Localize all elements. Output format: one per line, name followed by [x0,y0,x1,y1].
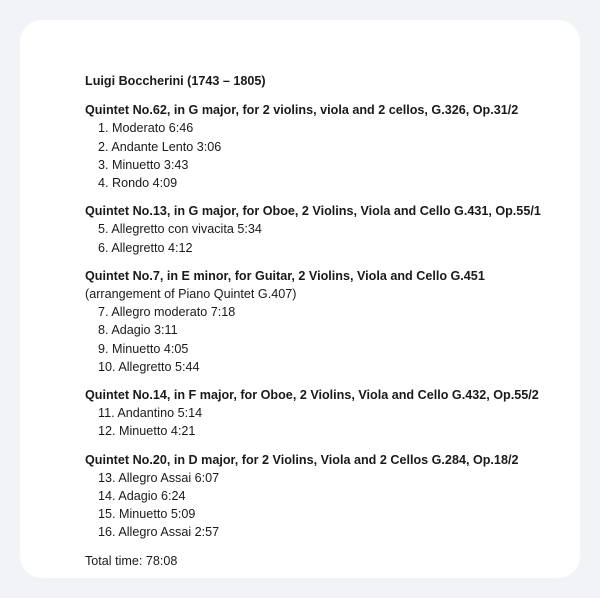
track-item [85,174,590,192]
track-item [85,358,590,376]
track-name: Minuetto [112,157,161,172]
track-item [85,239,590,257]
track-item [85,487,590,505]
track-duration: 3:11 [154,323,178,338]
track-name: Allegretto con vivacita [111,222,234,237]
track-number: 12. [98,424,116,439]
track-item [85,119,590,137]
track-name: Adagio [118,489,158,504]
work-note: (arrangement of Piano Quintet G.407) [85,287,297,302]
track-duration: 5:14 [177,406,203,421]
track-number: 4. [98,176,109,191]
track-name: Allegretto [111,240,165,255]
track-number: 9. [98,341,109,356]
work-block [85,101,590,192]
track-name: Minuetto [112,341,161,356]
track-name: Minuetto [119,424,168,439]
track-name: Allegro Assai [118,525,192,540]
track-number: 6. [98,240,109,255]
track-item [85,523,590,541]
track-name: Minuetto [119,507,168,522]
total-time: Total time: 78:08 [85,553,178,568]
track-item [85,220,590,238]
track-duration: 4:05 [163,341,189,356]
track-duration: 2:57 [194,525,220,540]
track-item [85,422,590,440]
track-number: 15. [98,507,116,522]
track-number: 10. [98,359,116,374]
track-duration: 6:46 [168,121,194,136]
track-number: 16. [98,525,116,540]
track-item [85,505,590,523]
track-duration: 4:09 [152,176,178,191]
work-block [85,267,590,376]
track-duration: 5:09 [170,507,196,522]
track-item [85,340,590,358]
tracklist [85,72,590,570]
track-duration: 6:24 [161,489,186,504]
track-list [85,469,590,542]
composer-heading: Luigi Boccherini (1743 – 1805) [85,74,266,88]
track-number: 7. [98,305,109,320]
work-title: Quintet No.14, in F major, for Oboe, 2 Violins, Viola and Cello G.432, Op.55/2 [85,388,539,403]
work-block [85,386,590,441]
track-item [85,156,590,174]
track-duration: 5:44 [175,359,200,374]
track-number: 8. [98,323,109,338]
work-title: Quintet No.13, in G major, for Oboe, 2 Violins, Viola and Cello G.431, Op.55/1 [85,204,541,219]
track-list [85,404,590,440]
track-name: Allegretto [118,359,172,374]
track-number: 13. [98,470,116,485]
track-name: Andantino [117,406,175,421]
track-name: Allegro moderato [111,305,208,320]
track-item [85,469,590,487]
track-item [85,138,590,156]
track-name: Andante Lento [111,139,194,154]
track-name: Moderato [112,121,166,136]
track-duration: 3:06 [196,139,222,154]
track-duration: 3:43 [163,157,189,172]
track-duration: 5:34 [237,222,262,237]
track-name: Adagio [111,323,151,338]
track-list [85,303,590,376]
track-name: Allegro Assai [118,470,192,485]
track-list [85,220,590,256]
track-number: 11. [98,406,115,421]
track-number: 5. [98,222,109,237]
work-title: Quintet No.20, in D major, for 2 Violins, Viola and 2 Cellos G.284, Op.18/2 [85,452,519,467]
work-title: Quintet No.7, in E minor, for Guitar, 2 Violins, Viola and Cello G.451 [85,268,485,283]
track-number: 3. [98,157,109,172]
track-number: 14. [98,489,116,504]
track-duration: 7:18 [210,305,236,320]
track-number: 1. [98,121,109,136]
work-block [85,451,590,542]
track-name: Rondo [112,176,150,191]
track-item [85,404,590,422]
track-number: 2. [98,139,109,154]
track-duration: 4:21 [170,424,196,439]
work-block [85,202,590,257]
track-duration: 6:07 [194,470,220,485]
track-duration: 4:12 [168,240,193,255]
work-title: Quintet No.62, in G major, for 2 violins, viola and 2 cellos, G.326, Op.31/2 [85,103,519,118]
track-item [85,321,590,339]
track-list [85,119,590,192]
track-item [85,303,590,321]
